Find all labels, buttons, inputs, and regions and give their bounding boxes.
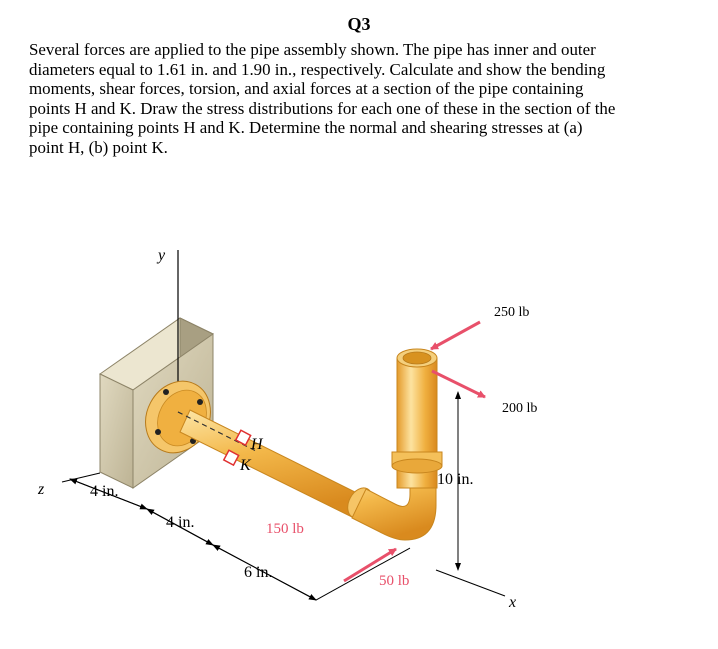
question-line: diameters equal to 1.61 in. and 1.90 in., respectively. Calculate and show the bending xyxy=(29,59,606,79)
force-label-150: 150 lb xyxy=(266,521,304,537)
z-axis-label: z xyxy=(38,481,45,498)
force-label-200: 200 lb xyxy=(502,401,538,416)
pipe-segment-z xyxy=(180,410,371,521)
question-line: point H, (b) point K. xyxy=(29,137,168,157)
force-arrow-250 xyxy=(431,322,480,349)
question-title: Q3 xyxy=(347,14,371,34)
dim-label-long: 6 in. xyxy=(244,564,273,581)
x-axis-label: x xyxy=(509,594,517,611)
dim-label-mid: 4 in. xyxy=(166,514,195,531)
y-axis-label: y xyxy=(158,247,166,264)
question-line: moments, shear forces, torsion, and axial forces at a section of the pipe containing xyxy=(29,79,584,99)
point-k-label: K xyxy=(240,457,251,474)
point-h-label: H xyxy=(251,436,263,453)
question-line: pipe containing points H and K. Determine the normal and shearing stresses at (a) xyxy=(29,118,583,138)
question-line: Several forces are applied to the pipe assembly shown. The pipe has inner and outer xyxy=(29,40,596,59)
force-label-50: 50 lb xyxy=(379,573,410,589)
dim-label-vertical: 10 in. xyxy=(437,471,474,488)
question-line: points H and K. Draw the stress distributions for each one of these in the section of the xyxy=(29,98,616,118)
dim-label-wall: 4 in. xyxy=(90,483,119,500)
force-label-250: 250 lb xyxy=(494,305,530,320)
force-arrow-150 xyxy=(220,515,310,516)
pipe-assembly-figure xyxy=(0,230,718,649)
question-body xyxy=(29,40,691,158)
